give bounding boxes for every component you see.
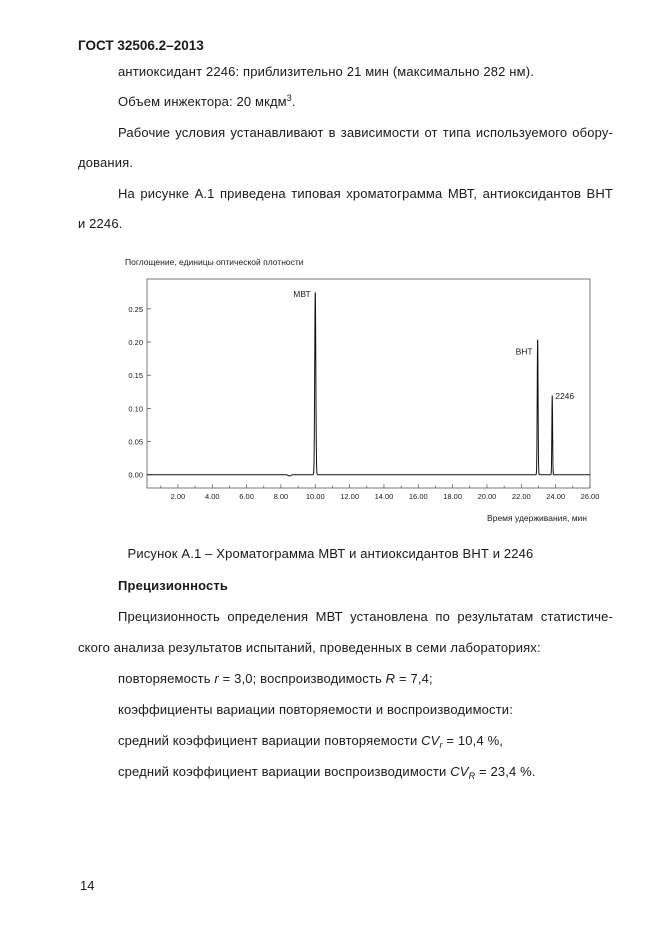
cvR-symbol: CV <box>450 764 469 779</box>
injector-text: Объем инжектора: 20 мкдм <box>118 94 287 109</box>
chromatogram-chart <box>115 250 605 530</box>
paragraph-working-conditions-cont: дования. <box>78 155 134 170</box>
paragraph-precision: Прецизионность определения МВТ установлена по результатам статистиче- <box>118 609 613 624</box>
cvr-text: средний коэффициент вариации повторяемости <box>118 733 422 748</box>
x-tick-label: 22.00 <box>511 492 531 501</box>
repeat-end-text: = 7,4; <box>395 671 433 686</box>
x-tick-label: 20.00 <box>477 492 497 501</box>
peak-labels <box>293 289 574 401</box>
repeat-variable: r <box>214 671 219 686</box>
plot-frame <box>147 279 590 488</box>
y-tick-label: 0.00 <box>128 470 143 480</box>
injector-text-end: . <box>291 94 296 109</box>
y-tick-label: 0.20 <box>128 338 143 348</box>
paragraph-precision-cont: ского анализа результатов испытаний, проведенных в семи лабораториях: <box>78 640 541 655</box>
x-axis <box>161 484 600 501</box>
paragraph-injector-volume <box>118 94 296 109</box>
y-tick-label: 0.15 <box>128 371 143 381</box>
cvR-text: средний коэффициент вариации воспроизводимости <box>118 764 451 779</box>
paragraph-working-conditions: Рабочие условия устанавливают в зависимости от типа используемого обору- <box>118 125 613 140</box>
paragraph-antioxidant-2246: антиоксидант 2246: приблизительно 21 мин (максимально 282 нм). <box>118 64 534 79</box>
x-tick-label: 6.00 <box>239 492 254 501</box>
cvr-value: = 10,4 %, <box>442 733 504 748</box>
reprod-variable: R <box>385 671 396 686</box>
y-tick-label: 0.10 <box>128 404 143 414</box>
unit-superscript: 3 <box>286 93 292 103</box>
paragraph-cv-reproducibility <box>118 764 536 779</box>
repeat-mid-text: = 3,0; воспроизводимость <box>218 671 386 686</box>
cvR-value: = 23,4 %. <box>475 764 536 779</box>
paragraph-repeatability <box>118 671 433 686</box>
y-tick-label: 0.05 <box>128 437 143 447</box>
x-tick-label: 4.00 <box>204 492 220 501</box>
document-header: ГОСТ 32506.2–2013 <box>78 38 204 53</box>
section-heading: Прецизионность <box>118 578 229 593</box>
chromatogram-trace <box>147 292 590 476</box>
paragraph-figure-ref-cont: и 2246. <box>78 216 123 231</box>
peak-label: ВНТ <box>515 346 533 357</box>
figure-caption: Рисунок А.1 – Хроматограмма МВТ и антиоксидантов ВНТ и 2246 <box>127 546 534 561</box>
x-tick-label: 10.00 <box>305 492 325 501</box>
x-tick-label: 18.00 <box>443 492 463 501</box>
x-tick-label: 12.00 <box>340 492 360 501</box>
x-tick-label: 26.00 <box>580 492 600 501</box>
paragraph-coefficients: коэффициенты вариации повторяемости и воспроизводимости: <box>118 702 513 717</box>
page-number: 14 <box>80 878 95 893</box>
x-tick-label: 24.00 <box>546 492 566 501</box>
x-tick-label: 2.00 <box>170 492 186 501</box>
y-tick-label: 0.25 <box>128 304 143 314</box>
chart-title: Поглощение, единицы оптической плотности <box>125 257 304 267</box>
cvr-symbol: CV <box>421 733 440 748</box>
paragraph-cv-repeatability <box>118 733 503 748</box>
peak-label: 2246 <box>555 391 575 402</box>
x-tick-label: 16.00 <box>408 492 428 501</box>
repeat-text: повторяемость <box>118 671 215 686</box>
y-axis <box>128 305 151 480</box>
paragraph-figure-ref: На рисунке А.1 приведена типовая хроматограмма МВТ, антиоксидантов ВНТ <box>118 186 613 201</box>
peak-label: МВТ <box>293 288 311 299</box>
x-tick-label: 14.00 <box>374 492 394 501</box>
x-axis-label: Время удерживания, мин <box>487 513 587 523</box>
x-tick-label: 8.00 <box>273 492 289 501</box>
cvr-subscript: r <box>439 740 443 750</box>
cvR-subscript: R <box>468 771 476 781</box>
